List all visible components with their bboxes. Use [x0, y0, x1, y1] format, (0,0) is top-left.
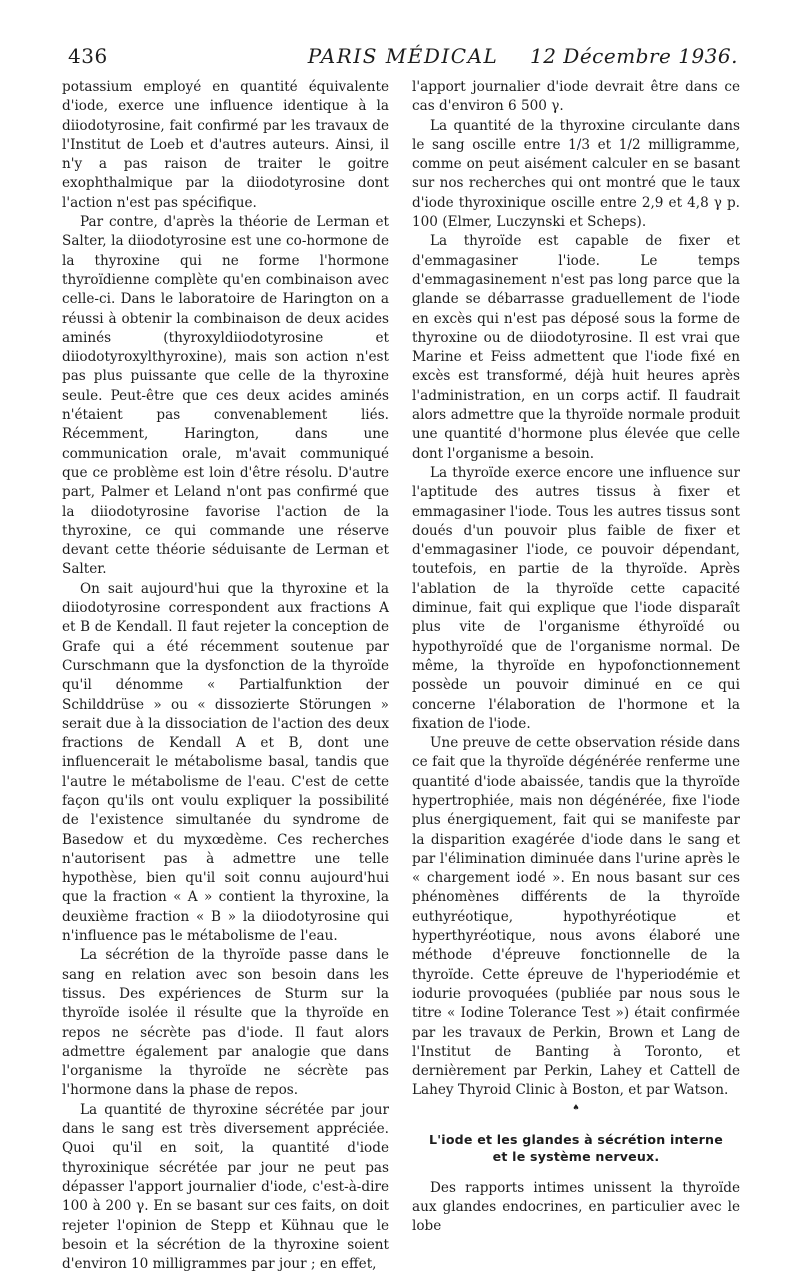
paragraph: La quantité de thyroxine sécrétée par jour dans le sang est très diversement appréciée. Quoi qu'il en soit, la quantité d'iode thyroxinique sécrétée par jour ne peut pas dépasser l'apport journalier d'iode, c'est-à-dire 100 à 200 γ. En se basant sur ces faits, on doit rejeter l'opinion de Stepp et Kühnau que le besoin et la sécrétion de la thyroxine soient d'environ 10 milligrammes par jour ; en effet, — [62, 1101, 389, 1273]
section-heading-line: et le système nerveux. — [492, 1148, 660, 1164]
page-header — [68, 44, 738, 72]
paragraph: La thyroïde exerce encore une influence sur l'aptitude des autres tissus à fixer et emmagasiner l'iode. Tous les autres tissus sont doués d'un pouvoir plus faible de fixer et d'emmagasiner l'iode, ce pouvoir dépendant, toutefois, en partie de la thyroïde. Après l'ablation de la thyroïde cette capacité diminue, fait qui explique que l'iode disparaît plus vite de l'organisme éthyroïdé ou hypothyroïdé que de l'organisme normal. De même, la thyroïde en hypofonctionnement possède un pouvoir diminué en ce qui concerne l'élaboration de l'hormone et la fixation de l'iode. — [412, 464, 740, 732]
paragraph: La sécrétion de la thyroïde passe dans le sang en relation avec son besoin dans les tissus. Des expériences de Sturm sur la thyroïde isolée il résulte que la thyroïde en repos ne sécrète pas d'iode. Il faut alors admettre également par analogie que dans l'organisme la thyroïde ne sécrète pas l'hormone dans la phase de repos. — [62, 947, 389, 1099]
paragraph: Une preuve de cette observation réside dans ce fait que la thyroïde dégénérée renferme une quantité d'iode abaissée, tandis que la thyroïde hypertrophiée, mais non dégénérée, fixe l'iode plus énergiquement, fait qui se manifeste par la disparition exagérée d'iode dans le sang et par l'élimination diminuée dans l'urine après le « chargement iodé ». En nous basant sur ces phénomènes différents de la thyroïde euthyréotique, hypothyréotique et hyperthyréotique, nous avons élaboré une méthode d'épreuve fonctionnelle de la thyroïde. Cette épreuve de l'hyperiodémie et iodurie provoquées (publiée par nous sous le titre « Iodine Tolerance Test ») était confirmée par les travaux de Perkin, Brown et Lang de l'Institut de Banting à Toronto, et dernièrement par Perkin, Lahey et Cattell de Lahey Thyroid Clinic à Boston, et par Watson. — [412, 735, 740, 1099]
section-heading — [412, 1131, 740, 1165]
page-number: 436 — [68, 44, 108, 68]
paragraph: Des rapports intimes unissent la thyroïde aux glandes endocrines, en particulier avec le lobe — [412, 1179, 740, 1235]
paragraph: Par contre, d'après la théorie de Lerman et Salter, la diiodotyrosine est une co-hormone de la thyroxine qui ne forme l'hormone thyroïdienne complète qu'en combinaison avec celle-ci. Dans le laboratoire de Harington on a réussi à obtenir la combinaison de deux acides aminés (thyroxyldiiodotyrosine et diiodotyroxylthyroxine), mais son action n'est pas plus puissante que celle de la thyroxine seule. Peut-être que ces deux acides aminés n'étaient pas convenablement liés. Récemment, Harington, dans une communication orale, m'avait communiqué que ce problème est loin d'être résolu. D'autre part, Palmer et Leland n'ont pas confirmé que la diiodotyrosine favorise l'action de la thyroxine, ce qui commande une réserve devant cette théorie séduisante de Lerman et Salter. — [62, 214, 389, 578]
paragraph: l'apport journalier d'iode devrait être dans ce cas d'environ 6 500 γ. — [412, 79, 740, 115]
paragraph: potassium employé en quantité équivalente d'iode, exerce une influence identique à la diiodotyrosine, fait confirmé par les travaux de l'Institut de Loeb et d'autres auteurs. Ainsi, il n'y a pas raison de traiter le goitre exophthalmique par la diiodotyrosine dont l'action n'est pas spécifique. — [62, 79, 389, 211]
paragraph: La quantité de la thyroxine circulante dans le sang oscille entre 1/3 et 1/2 milligramme, comme on peut aisément calculer en se basant sur nos recherches qui ont montré que le taux d'iode thyroxinique oscille entre 2,9 et 4,8 γ p. 100 (Elmer, Luczynski et Scheps). — [412, 117, 740, 231]
left-column — [62, 78, 389, 1274]
right-column — [412, 78, 740, 1237]
paragraph: La thyroïde est capable de fixer et d'emmagasiner l'iode. Le temps d'emmagasinement n'est pas long parce que la glande se débarrasse graduellement de l'iode en excès qui n'est pas déposé sous la forme de thyroxine ou de diiodotyrosine. Il est vrai que Marine et Feiss admettent que l'iode fixé en excès est transformé, déjà huit heures après l'administration, en un corps actif. Il faudrait alors admettre que la thyroïde normale produit une quantité d'hormone plus élevée que celle dont l'organisme a besoin. — [412, 233, 740, 462]
section-heading-line: L'iode et les glandes à sécrétion interne — [429, 1131, 723, 1147]
paragraph: On sait aujourd'hui que la thyroxine et la diiodotyrosine correspondent aux fractions A et B de Kendall. Il faut rejeter la conception de Grafe qui a été récemment soutenue par Curschmann que la dysfonction de la thyroïde qu'il dénomme « Partialfunktion der Schilddrüse » ou « dissozierte Störungen » serait due à la dissociation de l'action des deux fractions de Kendall A et B, dont une influencerait le métabolisme basal, tandis que l'autre le métabolisme de l'eau. C'est de cette façon qu'ils ont voulu expliquer la possibilité de l'existence simultanée du syndrome de Basedow et du myxœdème. Ces recherches n'autorisent pas à admettre une telle hypothèse, bien qu'il soit connu aujourd'hui que la fraction « A » contient la thyroxine, la deuxième fraction « B » la diiodotyrosine qui n'influence pas le métabolisme de l'eau. — [62, 580, 389, 945]
section-ornament: ♠ — [572, 1102, 580, 1112]
journal-title: PARIS MÉDICAL — [307, 44, 499, 68]
issue-date: 12 Décembre 1936. — [530, 44, 738, 68]
